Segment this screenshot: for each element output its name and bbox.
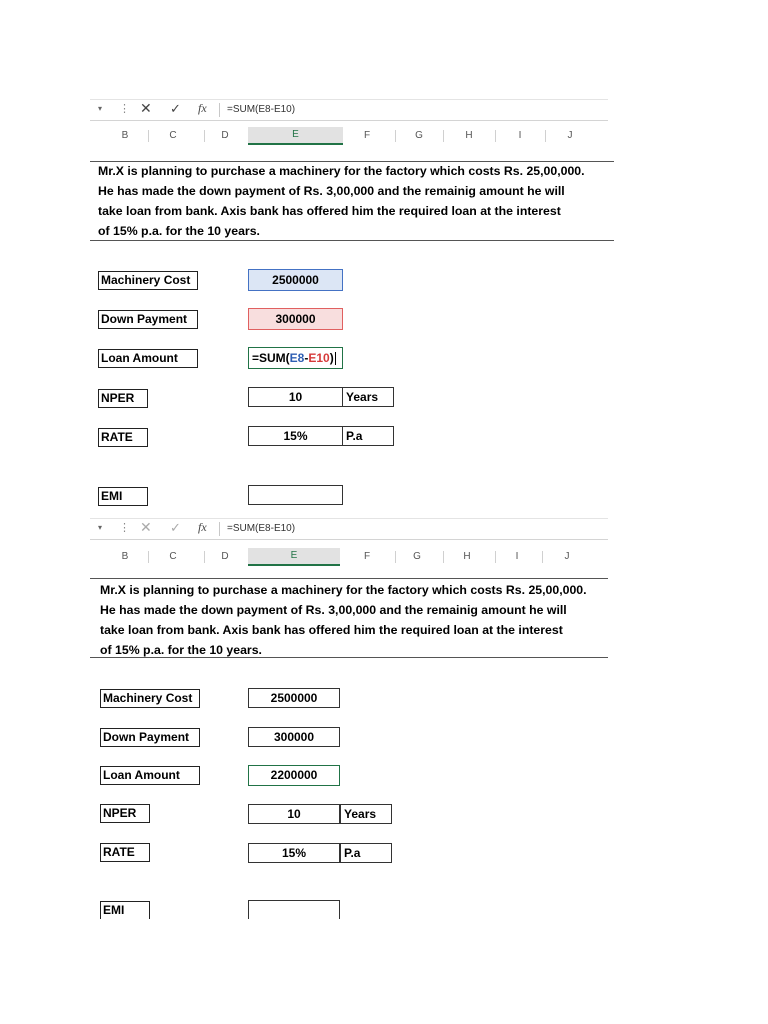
- column-header-c[interactable]: C: [169, 551, 177, 562]
- formula-ref-e8: E8: [289, 351, 305, 365]
- cell-down-payment[interactable]: 300000: [248, 727, 340, 747]
- column-header-e[interactable]: E: [248, 127, 343, 145]
- column-header-d[interactable]: D: [221, 551, 229, 562]
- name-box-dropdown-icon[interactable]: ▾: [98, 104, 103, 113]
- column-header-e[interactable]: E: [248, 548, 340, 566]
- insert-function-icon[interactable]: fx: [198, 520, 207, 534]
- cell-nper-unit[interactable]: Years: [342, 387, 394, 407]
- column-header-g[interactable]: G: [413, 551, 421, 562]
- formula-input[interactable]: =SUM(E8-E10): [227, 523, 296, 534]
- column-divider: [443, 551, 444, 563]
- column-headers: [90, 548, 608, 566]
- column-header-f[interactable]: F: [363, 130, 371, 141]
- column-header-b[interactable]: B: [121, 551, 129, 562]
- cell-emi[interactable]: [248, 900, 340, 919]
- column-header-g[interactable]: G: [415, 130, 423, 141]
- cell-nper-unit[interactable]: Years: [340, 804, 392, 824]
- column-header-i[interactable]: I: [515, 551, 519, 562]
- description-line: He has made the down payment of Rs. 3,00,000 and the remainig amount he will: [100, 603, 567, 617]
- cell-machinery-cost[interactable]: 2500000: [248, 269, 343, 291]
- cell-rate[interactable]: 15%: [248, 426, 343, 446]
- column-header-h[interactable]: H: [465, 130, 473, 141]
- confirm-icon[interactable]: ✓: [170, 101, 181, 116]
- label-machinery-cost: Machinery Cost: [98, 271, 198, 290]
- description-line: take loan from bank. Axis bank has offered him the required loan at the interest: [98, 204, 561, 218]
- label-nper: NPER: [100, 804, 150, 823]
- column-header-i[interactable]: I: [518, 130, 522, 141]
- column-header-h[interactable]: H: [463, 551, 471, 562]
- column-divider: [204, 551, 205, 563]
- cell-nper[interactable]: 10: [248, 387, 343, 407]
- formula-separator: [219, 103, 220, 117]
- more-icon: ⋮: [119, 103, 130, 115]
- label-rate: RATE: [100, 843, 150, 862]
- formula-bar: [90, 518, 608, 540]
- cell-loan-amount[interactable]: 2200000: [248, 765, 340, 786]
- column-divider: [495, 551, 496, 563]
- label-emi: EMI: [100, 901, 150, 919]
- description-line: He has made the down payment of Rs. 3,00,000 and the remainig amount he will: [98, 184, 565, 198]
- column-header-d[interactable]: D: [221, 130, 229, 141]
- formula-suffix: ): [329, 351, 334, 365]
- column-header-f[interactable]: F: [363, 551, 371, 562]
- column-divider: [542, 551, 543, 563]
- description-line: Mr.X is planning to purchase a machinery for the factory which costs Rs. 25,00,000.: [98, 164, 585, 178]
- cancel-icon[interactable]: ✕: [140, 100, 152, 116]
- description-line: of 15% p.a. for the 10 years.: [98, 224, 260, 238]
- formula-minus: -: [304, 351, 309, 365]
- name-box-dropdown-icon[interactable]: ▾: [98, 523, 103, 532]
- label-rate: RATE: [98, 428, 148, 447]
- cell-machinery-cost[interactable]: 2500000: [248, 688, 340, 708]
- column-divider: [204, 130, 205, 142]
- formula-input[interactable]: =SUM(E8-E10): [227, 104, 296, 115]
- column-divider: [148, 130, 149, 142]
- label-down-payment: Down Payment: [100, 728, 200, 747]
- label-loan-amount: Loan Amount: [98, 349, 198, 368]
- cell-down-payment[interactable]: 300000: [248, 308, 343, 330]
- text-cursor: [335, 352, 336, 365]
- cell-rate[interactable]: 15%: [248, 843, 340, 863]
- formula-prefix: =SUM(: [252, 351, 290, 365]
- label-machinery-cost: Machinery Cost: [100, 689, 200, 708]
- description-line: of 15% p.a. for the 10 years.: [100, 643, 262, 657]
- cell-nper[interactable]: 10: [248, 804, 340, 824]
- column-divider: [545, 130, 546, 142]
- description-line: Mr.X is planning to purchase a machinery for the factory which costs Rs. 25,00,000.: [100, 583, 587, 597]
- label-emi: EMI: [98, 487, 148, 506]
- confirm-icon[interactable]: ✓: [170, 520, 181, 535]
- label-loan-amount: Loan Amount: [100, 766, 200, 785]
- cell-loan-amount-editing[interactable]: [248, 347, 343, 369]
- cell-emi[interactable]: [248, 485, 343, 505]
- formula-bar: [90, 99, 608, 121]
- cell-rate-unit[interactable]: P.a: [340, 843, 392, 863]
- screenshot-result: [90, 514, 608, 919]
- more-icon: ⋮: [119, 522, 130, 534]
- cancel-icon[interactable]: ✕: [140, 519, 152, 535]
- column-header-b[interactable]: B: [121, 130, 129, 141]
- label-down-payment: Down Payment: [98, 310, 198, 329]
- column-divider: [495, 130, 496, 142]
- cell-rate-unit[interactable]: P.a: [342, 426, 394, 446]
- column-header-j[interactable]: J: [564, 551, 570, 562]
- column-divider: [395, 130, 396, 142]
- screenshot-editing: [90, 95, 608, 505]
- label-nper: NPER: [98, 389, 148, 408]
- description-line: take loan from bank. Axis bank has offered him the required loan at the interest: [100, 623, 563, 637]
- formula-ref-e10: E10: [308, 351, 330, 365]
- column-headers: [90, 127, 608, 145]
- column-divider: [443, 130, 444, 142]
- column-header-j[interactable]: J: [567, 130, 573, 141]
- column-divider: [148, 551, 149, 563]
- insert-function-icon[interactable]: fx: [198, 101, 207, 115]
- formula-separator: [219, 522, 220, 536]
- column-header-c[interactable]: C: [169, 130, 177, 141]
- column-divider: [395, 551, 396, 563]
